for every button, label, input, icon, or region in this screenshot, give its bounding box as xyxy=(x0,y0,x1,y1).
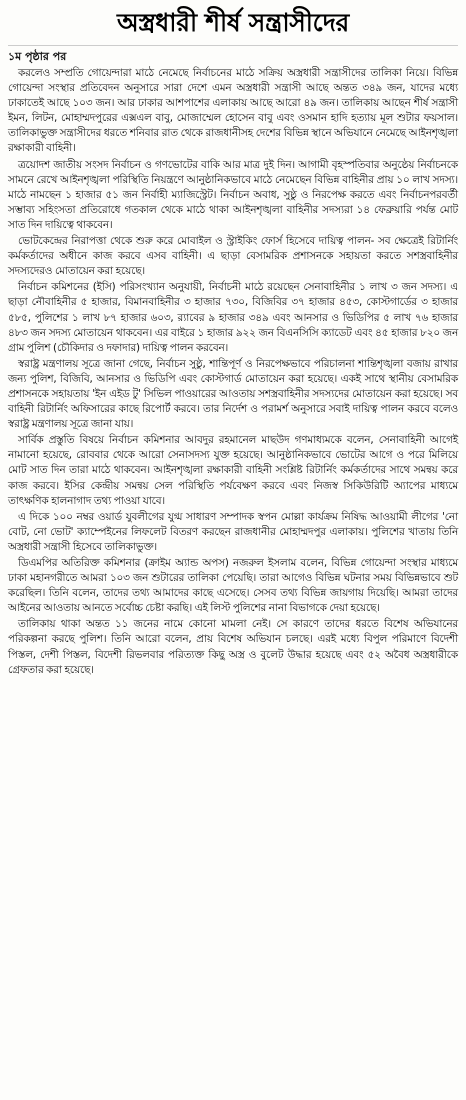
article-paragraph: ডিএমপির অতিরিক্ত কমিশনার (ক্রাইম অ্যান্ড অপস) নজরুল ইসলাম বলেন, বিভিন্ন গোয়েন্দা সংস্থার মাধ্যমে ঢাকা মহানগরীতে আমরা ১০৩ জন শুটারের তালিকা পেয়েছি। তারা আগেও বিভিন্ন ঘটনার সময় বিভিন্নভাবে শুট করেছিল। তিনি বলেন, তাদের তথ্য আমাদের কাছে এসেছে। সেসব তথ্য বিভিন্ন জায়গায় দিয়েছি। আমরা তাদের আইনের আওতায় আনতে সর্বোচ্চ চেষ্টা করছি। এই লিস্ট পুলিশের নানা বিভাগকে দেয়া হয়েছে। xyxy=(8,557,458,615)
article-headline: অস্ত্রধারী শীর্ষ সন্ত্রাসীদের xyxy=(8,4,458,46)
article-paragraph: তালিকায় থাকা অন্তত ১১ জনের নামে কোনো মামলা নেই। সে কারণে তাদের ধরতে বিশেষ অভিযানের পরিকল্পনা করছে পুলিশ। তিনি আরো বলেন, প্রায় বিশেষ অভিযান চলছে। এরই মধ্যে বিপুল পরিমাণে বিদেশী পিস্তল, দেশী পিস্তল, বিদেশী রিভলবার পরিত্যক্ত কিছু অস্ত্র ও বুলেট উদ্ধার হয়েছে এবং ৫২ অবৈধ অস্ত্রধারীকে গ্রেফতার করা হয়েছে। xyxy=(8,618,458,676)
article-paragraph: এ দিকে ১০০ নম্বর ওয়ার্ড যুবলীগের যুগ্ম সাধারণ সম্পাদক স্বপন মোল্লা কার্যক্রম নিষিদ্ধ আওয়ামী লীগের 'নো বোট, নো ভোট' ক্যাম্পেইনের লিফলেট বিতরণ করছেন রাজধানীর মোহাম্মদপুর এলাকায়। পুলিশের খাতায় তিনি অস্ত্রধারী সন্ত্রাসী হিসেবে তালিকাভুক্ত। xyxy=(8,510,458,553)
continued-from-label: ১ম পৃষ্ঠার পর xyxy=(8,50,67,63)
article-paragraph: করলেও সম্প্রতি গোয়েন্দারা মাঠে নেমেছে নির্বাচনের মাঠে সক্রিয় অস্ত্রধারী সন্ত্রাসীদের তালিকা নিয়ে। বিভিন্ন গোয়েন্দা সংস্থার প্রতিবেদন অনুসারে সারা দেশে এমন অস্ত্রধারী সন্ত্রাসী আছে অন্তত ৩৪৯ জন, যাদের মধ্যে ঢাকাতেই আছে ১০৩ জন। আর ঢাকার আশপাশের এলাকায় আছে আরো ৪৯ জন। তালিকায় আছেন শীর্ষ সন্ত্রাসী ইমন, লিটন, মোহাম্মদপুরের এক্সএল বাবু, মোজাম্মেল হোসেন বাবু এবং ওসমান হাদি হত্যায় মূল শুটার ফয়সাল। তালিকাভুক্ত সন্ত্রাসীদের ধরতে শনিবার রাত থেকে রাজধানীসহ দেশের বিভিন্ন স্থানে অভিযানে নেমেছে আইনশৃঙ্খলা রক্ষাকারী বাহিনী। xyxy=(8,67,458,155)
article-paragraph: সার্বিক প্রস্তুতি বিষয়ে নির্বাচন কমিশনার আবদুর রহমানেল মাছউদ গণমাধ্যমকে বলেন, সেনাবাহিনী আগেই নামানো হয়েছে, রোববার থেকে আরো সেনাসদস্য যুক্ত হয়েছে। আনুষ্ঠানিকভাবে ভোটের আগে ও পরে মিলিয়ে মোট সাত দিন তারা মাঠে থাকবেন। আইনশৃঙ্খলা রক্ষাকারী বাহিনী সংশ্লিষ্ট রিটার্নিং কর্মকর্তাদের সাথে সমন্বয় করে কাজ করবে। ইসির কেন্দ্রীয় সমন্বয় সেল পরিস্থিতি পর্যবেক্ষণ করবে এবং নিজস্ব সিকিউরিটি অ্যাপের মাধ্যমে তাৎক্ষণিক হালনাগাদ তথ্য পাওয়া যাবে। xyxy=(8,434,458,507)
article-paragraph: ভোটকেন্দ্রের নিরাপত্তা থেকে শুরু করে মোবাইল ও স্ট্রাইকিং ফোর্স হিসেবে দায়িত্ব পালন- সব ক্ষেত্রেই রিটার্নিং কর্মকর্তাদের অধীনে কাজ করবে এসব বাহিনী। এ ছাড়া বেসামরিক প্রশাসনকে সহায়তা করতে সশস্ত্রবাহিনীর সদস্যদেরও মোতায়েন করা হয়েছে। xyxy=(8,235,458,278)
article-paragraph: ত্রয়োদশ জাতীয় সংসদ নির্বাচন ও গণভোটের বাকি আর মাত্র দুই দিন। আগামী বৃহস্পতিবার অনুষ্ঠেয় নির্বাচনকে সামনে রেখে আইনশৃঙ্খলা পরিস্থিতি নিয়ন্ত্রণে আনুষ্ঠানিকভাবে মাঠে নেমেছেন বিভিন্ন বাহিনীর প্রায় ১০ লাখ সদস্য। মাঠে নামছেন ১ হাজার ৫১ জন নির্বাহী ম্যাজিস্ট্রেট। নির্বাচন অবাধ, সুষ্ঠু ও নিরপেক্ষ করতে এবং নির্বাচনপরবর্তী সম্ভাব্য সহিংসতা প্রতিরোধে গতকাল থেকে মাঠে থাকা আইনশৃঙ্খলা বাহিনীর সদস্যরা ১৪ ফেব্রুয়ারি পর্যন্ত মোট সাত দিন দায়িত্বে থাকবেন। xyxy=(8,158,458,231)
article-body xyxy=(8,66,458,678)
article-paragraph: স্বরাষ্ট্র মন্ত্রণালয় সূত্রে জানা গেছে, নির্বাচন সুষ্ঠু, শান্তিপূর্ণ ও নিরপেক্ষভাবে পরিচালনা শান্তিশৃঙ্খলা বজায় রাখার জন্য পুলিশ, বিজিবি, আনসার ও ভিডিপি এবং কোস্টগার্ড মোতায়েন করা হয়েছে। একই সাথে স্থানীয় বেসামরিক প্রশাসনকে সহায়তায় 'ইন এইড টু' সিভিল পাওয়ারের আওতায় সশস্ত্রবাহিনীর সদস্যদের মোতায়েন করা হয়েছে। সব বাহিনী রিটার্নিং অফিসারের কাছে রিপোর্ট করবে। তার নির্দেশ ও পরামর্শ অনুসারে সবাই দায়িত্ব পালন করবে বলেও স্বরাষ্ট্র মন্ত্রণালয় সূত্রে জানা যায়। xyxy=(8,357,458,431)
article-paragraph: নির্বাচন কমিশনের (ইসি) পরিসংখ্যান অনুযায়ী, নির্বাচনী মাঠে রয়েছেন সেনাবাহিনীর ১ লাখ ৩ জন সদস্য। এ ছাড়া নৌবাহিনীর ৫ হাজার, বিমানবাহিনীর ৩ হাজার ৭৩০, বিজিবির ৩৭ হাজার ৪৫৩, কোস্টগার্ডের ৩ হাজার ৫৮৫, পুলিশের ১ লাখ ৮৭ হাজার ৬০৩, র‍্যাবের ৯ হাজার ৩৪৯ এবং আনসার ও ভিডিপির ৫ লাখ ৭৬ হাজার ৪৮৩ জন সদস্য মোতায়েন থাকবেন। এর বাইরে ১ হাজার ৯২২ জন বিএনসিসি ক্যাডেট এবং ৪৫ হাজার ৮২০ জন গ্রাম পুলিশ (চৌকিদার ও দফাদার) দায়িত্ব পালন করবেন। xyxy=(8,281,458,354)
